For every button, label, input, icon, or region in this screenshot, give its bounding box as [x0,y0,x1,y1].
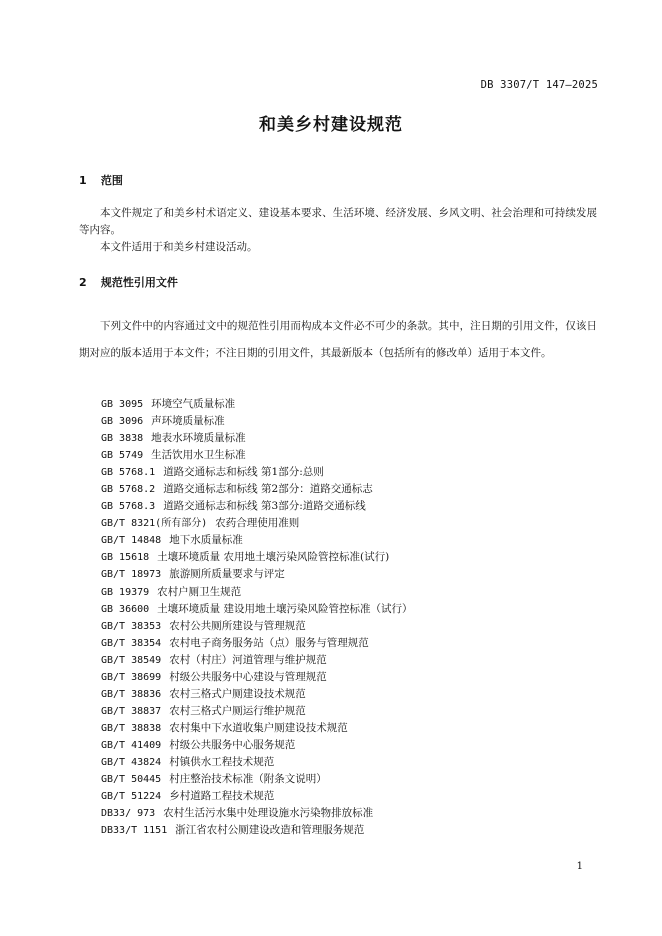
reference-code: DB33/ 973 [101,808,156,820]
reference-title: 道路交通标志和标线 第3部分:道路交通标线 [163,500,366,513]
reference-item [101,413,413,430]
reference-code: GB/T 50445 [101,774,162,786]
reference-title: 地表水环境质量标准 [151,432,246,445]
reference-title: 土壤环境质量 农用地土壤污染风险管控标准(试行) [157,551,390,564]
reference-code: GB/T 38549 [101,654,162,666]
references-intro-paragraph: 下列文件中的内容通过文中的规范性引用而构成本文件必不可少的条款。其中，注日期的引用文件，仅该日期对应的版本适用于本文件；不注日期的引用文件，其最新版本（包括所有的修改单）适用于本文件。 [79,320,597,359]
reference-item [101,601,413,618]
reference-item [101,822,413,839]
reference-list [101,396,413,839]
reference-code: GB/T 38699 [101,671,162,683]
reference-code: GB/T 8321(所有部分) [101,518,208,530]
reference-code: GB/T 41409 [101,739,162,751]
section-title: 规范性引用文件 [100,276,178,289]
reference-item [101,652,413,669]
reference-item [101,447,413,464]
reference-item [101,754,413,771]
reference-title: 村级公共服务中心建设与管理规范 [169,670,327,683]
reference-item [101,396,413,413]
section-number: 2 [79,276,87,289]
reference-title: 农村三格式户厕运行维护规范 [169,704,306,717]
standard-code: DB 3307/T 147—2025 [480,79,598,91]
reference-code: GB 5768.3 [101,501,156,513]
section-number: 1 [79,174,87,187]
reference-code: GB 3096 [101,416,144,428]
reference-item [101,464,413,481]
section-title: 范围 [100,174,123,187]
reference-title: 农村生活污水集中处理设施水污染物排放标准 [163,807,374,820]
reference-title: 环境空气质量标准 [151,398,236,410]
reference-title: 道路交通标志和标线 第2部分：道路交通标志 [163,483,373,496]
reference-item [101,737,413,754]
reference-item [101,635,413,652]
reference-title: 浙江省农村公厕建设改造和管理服务规范 [175,824,365,837]
reference-item [101,481,413,498]
reference-item [101,805,413,822]
reference-title: 农村公共厕所建设与管理规范 [169,619,306,632]
reference-code: GB/T 14848 [101,535,162,547]
reference-title: 地下水质量标准 [169,534,243,547]
reference-item [101,703,413,720]
reference-item [101,771,413,788]
reference-title: 农村电子商务服务站（点）服务与管理规范 [169,636,369,649]
reference-item [101,549,413,566]
reference-code: GB/T 18973 [101,569,162,581]
reference-code: GB 3095 [101,399,144,410]
reference-item [101,498,413,515]
scope-paragraph-2: 本文件适用于和美乡村建设活动。 [100,241,258,253]
reference-title: 农村（村庄）河道管理与维护规范 [169,653,327,666]
reference-code: GB 3838 [101,433,144,445]
reference-item [101,618,413,635]
reference-code: GB/T 51224 [101,791,162,803]
reference-code: GB/T 38838 [101,722,162,734]
reference-title: 农村三格式户厕建设技术规范 [169,687,306,700]
reference-item [101,515,413,532]
reference-item [101,532,413,549]
reference-item [101,669,413,686]
reference-code: GB 36600 [101,603,150,615]
reference-title: 村镇供水工程技术规范 [169,755,275,768]
reference-item [101,430,413,447]
reference-code: GB 15618 [101,552,150,564]
scope-paragraph-1: 本文件规定了和美乡村术语定义、建设基本要求、生活环境、经济发展、乡风文明、社会治理和可持续发展等内容。 [79,207,597,236]
reference-code: GB/T 38354 [101,637,162,649]
reference-title: 生活饮用水卫生标准 [151,449,246,462]
reference-item [101,686,413,703]
reference-code: GB 5768.2 [101,484,156,496]
reference-code: GB/T 38836 [101,688,162,700]
reference-item [101,720,413,737]
reference-title: 农村户厕卫生规范 [157,585,242,598]
reference-code: GB/T 38837 [101,705,162,717]
reference-title: 声环境质量标准 [151,415,225,428]
reference-title: 乡村道路工程技术规范 [169,790,275,803]
reference-title: 农村集中下水道收集户厕建设技术规范 [169,721,348,734]
reference-code: GB 5749 [101,450,144,462]
reference-item [101,788,413,805]
reference-title: 旅游厕所质量要求与评定 [169,568,285,581]
reference-item [101,584,413,601]
reference-title: 土壤环境质量 建设用地土壤污染风险管控标准（试行） [157,602,413,615]
reference-title: 道路交通标志和标线 第1部分:总则 [163,466,324,479]
reference-title: 农药合理使用准则 [215,517,300,530]
reference-code: GB 19379 [101,586,150,598]
section-heading-normative-references [79,274,178,290]
reference-title: 村庄整治技术标准（附条文说明） [169,773,327,786]
page-number: 1 [576,861,583,872]
document-title: 和美乡村建设规范 [259,115,403,135]
section-heading-scope [79,172,123,188]
reference-code: DB33/T 1151 [101,825,168,837]
reference-code: GB 5768.1 [101,467,156,479]
reference-title: 村级公共服务中心服务规范 [169,738,296,751]
reference-item [101,566,413,583]
reference-code: GB/T 43824 [101,756,162,768]
reference-code: GB/T 38353 [101,620,162,632]
